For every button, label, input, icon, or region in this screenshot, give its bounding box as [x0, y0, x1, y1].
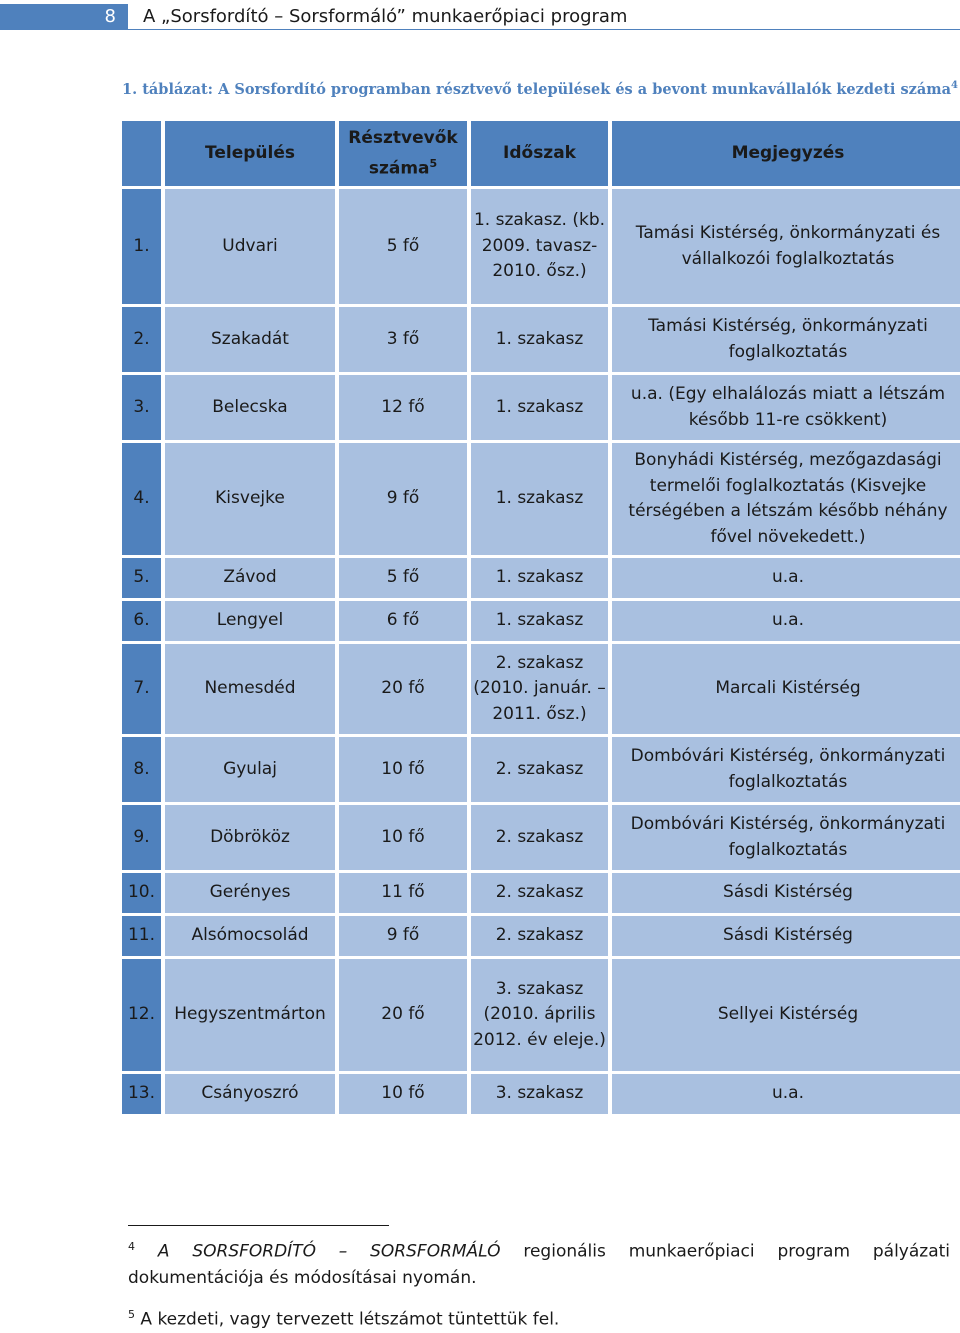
table-row — [122, 959, 960, 1071]
cell-period: 1. szakasz. (kb. 2009. tavasz-2010. ősz.) — [471, 189, 608, 304]
cell-period: 3. szakasz — [471, 1074, 608, 1114]
cell-note: u.a. (Egy elhalálozás miatt a létszám később 11-re csökkent) — [612, 375, 960, 440]
cell-note: Dombóvári Kistérség, önkormányzati foglalkoztatás — [612, 805, 960, 870]
cell-period: 2. szakasz (2010. január. – 2011. ősz.) — [471, 644, 608, 734]
footnote-4 — [128, 1234, 950, 1291]
cell-settlement: Csányoszró — [165, 1074, 335, 1114]
table-row — [122, 558, 960, 598]
cell-participants: 11 fő — [339, 873, 467, 913]
caption-footnote-ref: 4 — [951, 80, 958, 91]
header-participants-label: Résztvevők száma — [348, 127, 458, 179]
footnote-4-text: regionális munkaerőpiaci program pályázati dokumentációja és módosításai nyomán. — [128, 1241, 951, 1288]
cell-note: Sellyei Kistérség — [612, 959, 960, 1071]
header-period: Időszak — [471, 121, 608, 186]
cell-participants: 3 fő — [339, 307, 467, 372]
table-row — [122, 375, 960, 440]
header-divider — [128, 29, 960, 30]
cell-num: 13. — [122, 1074, 161, 1114]
table-row — [122, 737, 960, 802]
cell-settlement: Gyulaj — [165, 737, 335, 802]
cell-settlement: Gerényes — [165, 873, 335, 913]
cell-participants: 12 fő — [339, 375, 467, 440]
header-settlement: Település — [165, 121, 335, 186]
caption-text: 1. táblázat: A Sorsfordító programban résztvevő települések és a bevont munkavállalók kezdeti száma — [122, 80, 951, 98]
cell-participants: 9 fő — [339, 916, 467, 956]
cell-num: 9. — [122, 805, 161, 870]
cell-participants: 20 fő — [339, 959, 467, 1071]
footnote-separator — [128, 1225, 389, 1226]
table-body — [122, 189, 960, 1114]
cell-note: u.a. — [612, 1074, 960, 1114]
cell-participants: 10 fő — [339, 805, 467, 870]
cell-participants: 6 fő — [339, 601, 467, 641]
cell-num: 10. — [122, 873, 161, 913]
table-row — [122, 644, 960, 734]
table-row — [122, 189, 960, 304]
cell-participants: 10 fő — [339, 737, 467, 802]
settlements-table — [118, 118, 960, 1117]
cell-num: 2. — [122, 307, 161, 372]
cell-settlement: Závod — [165, 558, 335, 598]
footnote-4-mark: 4 — [128, 1240, 135, 1253]
table-row — [122, 307, 960, 372]
document-title: A „Sorsfordító – Sorsformáló” munkaerőpiaci program — [143, 6, 628, 27]
cell-note: Sásdi Kistérség — [612, 873, 960, 913]
cell-participants: 5 fő — [339, 189, 467, 304]
cell-num: 6. — [122, 601, 161, 641]
cell-period: 1. szakasz — [471, 601, 608, 641]
cell-period: 2. szakasz — [471, 805, 608, 870]
cell-settlement: Nemesdéd — [165, 644, 335, 734]
header-participants-ref: 5 — [429, 156, 438, 170]
footnote-5 — [128, 1302, 950, 1333]
table-caption — [0, 80, 960, 98]
page-header — [0, 0, 960, 36]
cell-num: 8. — [122, 737, 161, 802]
cell-note: Dombóvári Kistérség, önkormányzati foglalkoztatás — [612, 737, 960, 802]
footnote-4-italic: A SORSFORDÍTÓ – SORSFORMÁLÓ — [157, 1241, 501, 1262]
cell-note: Marcali Kistérség — [612, 644, 960, 734]
page-number: 8 — [0, 4, 128, 30]
table-header-row — [122, 121, 960, 186]
cell-period: 1. szakasz — [471, 443, 608, 555]
cell-participants: 5 fő — [339, 558, 467, 598]
cell-num: 12. — [122, 959, 161, 1071]
cell-settlement: Lengyel — [165, 601, 335, 641]
table-row — [122, 443, 960, 555]
cell-participants: 20 fő — [339, 644, 467, 734]
cell-settlement: Szakadát — [165, 307, 335, 372]
cell-num: 11. — [122, 916, 161, 956]
footnote-5-text: A kezdeti, vagy tervezett létszámot tüntettük fel. — [140, 1309, 560, 1330]
table-row — [122, 1074, 960, 1114]
footnote-5-mark: 5 — [128, 1308, 135, 1321]
cell-num: 3. — [122, 375, 161, 440]
cell-note: Tamási Kistérség, önkormányzati és vállalkozói foglalkoztatás — [612, 189, 960, 304]
cell-period: 2. szakasz — [471, 916, 608, 956]
header-participants — [339, 121, 467, 186]
table-row — [122, 873, 960, 913]
cell-settlement: Hegyszentmárton — [165, 959, 335, 1071]
cell-num: 1. — [122, 189, 161, 304]
cell-period: 1. szakasz — [471, 375, 608, 440]
cell-note: Bonyhádi Kistérség, mezőgazdasági termelői foglalkoztatás (Kisvejke térségében a létszám később néhány fővel növekedett.) — [612, 443, 960, 555]
cell-settlement: Alsómocsolád — [165, 916, 335, 956]
cell-participants: 10 fő — [339, 1074, 467, 1114]
cell-period: 3. szakasz (2010. április 2012. év eleje.) — [471, 959, 608, 1071]
table-row — [122, 916, 960, 956]
cell-settlement: Belecska — [165, 375, 335, 440]
cell-num: 7. — [122, 644, 161, 734]
table-row — [122, 805, 960, 870]
cell-period: 2. szakasz — [471, 873, 608, 913]
cell-period: 2. szakasz — [471, 737, 608, 802]
cell-period: 1. szakasz — [471, 558, 608, 598]
header-note: Megjegyzés — [612, 121, 960, 186]
cell-note: Tamási Kistérség, önkormányzati foglalkoztatás — [612, 307, 960, 372]
cell-period: 1. szakasz — [471, 307, 608, 372]
header-num — [122, 121, 161, 186]
cell-participants: 9 fő — [339, 443, 467, 555]
cell-settlement: Kisvejke — [165, 443, 335, 555]
cell-settlement: Döbrököz — [165, 805, 335, 870]
table-row — [122, 601, 960, 641]
cell-settlement: Udvari — [165, 189, 335, 304]
cell-note: u.a. — [612, 558, 960, 598]
cell-note: u.a. — [612, 601, 960, 641]
cell-num: 5. — [122, 558, 161, 598]
cell-num: 4. — [122, 443, 161, 555]
cell-note: Sásdi Kistérség — [612, 916, 960, 956]
